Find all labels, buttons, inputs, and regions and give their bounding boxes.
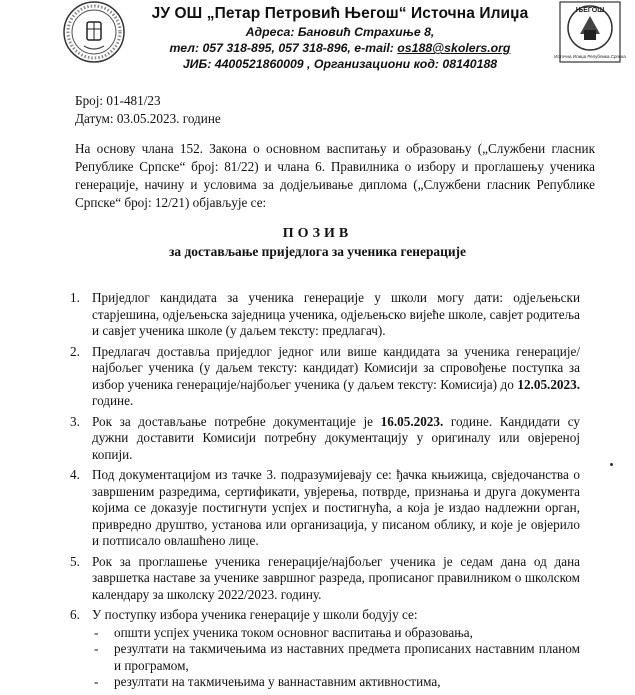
list-item: [70, 290, 580, 340]
school-contact: [130, 40, 550, 56]
list-item: [70, 607, 580, 691]
sub-item: [92, 625, 580, 642]
sub-item-text: резултати на такмичењима из наставних предмета прописаних наставним планом и програмом,: [114, 641, 580, 673]
sub-item: [92, 641, 580, 674]
letterhead-text: [130, 4, 550, 72]
item-text-end: године. Кандидати су дужни доставити Комисији потребну документацију у оригиналу или овјереној копији.: [92, 413, 580, 462]
item-text: Под документацијом из тачке 3. подразумијевају се: ђачка књижица, свједочанства о завршеним разредима, сертификати, увјерења, потврде, признања и друга документа којима се доказује постигнути успјех и постигнућа, а која је издао надлежни орган, привредно друштво, установа или организација, у писаном облику, и које је овјерило и потписало овлашћено лице.: [92, 467, 580, 548]
dash-bullet: -: [94, 674, 99, 689]
item-number: 3.: [70, 413, 80, 429]
school-name: ЈУ ОШ „Петар Петровић Његош“ Источна Илиџа: [151, 5, 529, 22]
scan-speck: [610, 463, 613, 466]
item-deadline: 16.05.2023.: [380, 413, 444, 429]
item-number: 6.: [70, 607, 80, 622]
item-deadline: 12.05.2023.: [517, 376, 580, 392]
list-item: [70, 467, 580, 550]
item-text: Приједлог кандидата за ученика генерације у школи могу дати: одјељењски старјешина, одјељењска заједница ученика, одјељењско вијеће школе, савјет родитеља и савјет ученика школе (у даљем тексту: предлагач).: [92, 290, 580, 338]
sub-list: [92, 625, 580, 691]
document-date: Датум: 03.05.2023. године: [75, 111, 221, 126]
title-sub: за достављање приједлога за ученика генерације: [169, 244, 466, 259]
item-number: 2.: [70, 343, 80, 359]
school-seal-left-icon: [62, 0, 126, 64]
item-number: 1.: [70, 290, 80, 305]
email-link[interactable]: os188@skolers.org: [397, 41, 511, 55]
item-number: 4.: [70, 467, 80, 482]
title-main: ПОЗИВ: [282, 226, 353, 241]
phone-line: тел: 057 318-895, 057 318-896, e-mail:: [169, 41, 398, 55]
school-address: Адреса: Бановић Страхиње 8,: [245, 25, 435, 39]
list-item: [70, 344, 580, 410]
school-ids: ЈИБ: 4400521860009 , Организациони код: 08140188: [182, 57, 498, 71]
document-number: Број: 01-481/23: [75, 93, 161, 108]
item-text: Предлагач доставља приједлог једног или више кандидата за ученика генерације/најбољег ученика (у даљем тексту: кандидат) Комисији за спровођење поступка за избор ученика генерације/најбољег ученика (у даљем тексту: Комисија) до: [92, 343, 580, 392]
sub-item: [92, 674, 580, 691]
letterhead: [0, 0, 635, 80]
school-seal-right-icon: [554, 0, 626, 64]
seal-right-caption: Источна Илиџа Република Српска: [554, 54, 626, 59]
numbered-list: [70, 290, 580, 695]
item-text: У поступку избора ученика генерације у школи бодују се:: [92, 607, 418, 622]
sub-item-text: резултати на такмичењима у ваннаставним активностима,: [114, 674, 441, 689]
sub-item-text: општи успјех ученика током основног васпитања и образовања,: [114, 624, 473, 640]
document-meta: [75, 92, 221, 128]
list-item: [70, 414, 580, 464]
seal-right-label: ЊЕГОШ: [575, 7, 605, 14]
item-text-end: године.: [92, 393, 134, 408]
list-item: [70, 554, 580, 604]
item-number: 5.: [70, 553, 80, 569]
document-title: [0, 225, 635, 261]
intro-paragraph: На основу члана 152. Закона о основном васпитању и образовању („Службени гласник Републике Српске“ број: 81/22) и члана 6. Правилника о избору и проглашењу ученика генерације, начину и условима за додјељивање диплома („Службени гласник Републике Српске“ број: 12/21) објављује се:: [75, 141, 595, 210]
item-text: Рок за достављање потребне документације је: [92, 413, 381, 429]
item-text: Рок за проглашење ученика генерације/најбољег ученика је седам дана од дана завршетка наставе за ученике завршног разреда, прописаног правилником о школском календару за школску 2022/2023. годину.: [92, 553, 580, 602]
dash-bullet: -: [94, 624, 99, 640]
dash-bullet: -: [94, 641, 99, 656]
